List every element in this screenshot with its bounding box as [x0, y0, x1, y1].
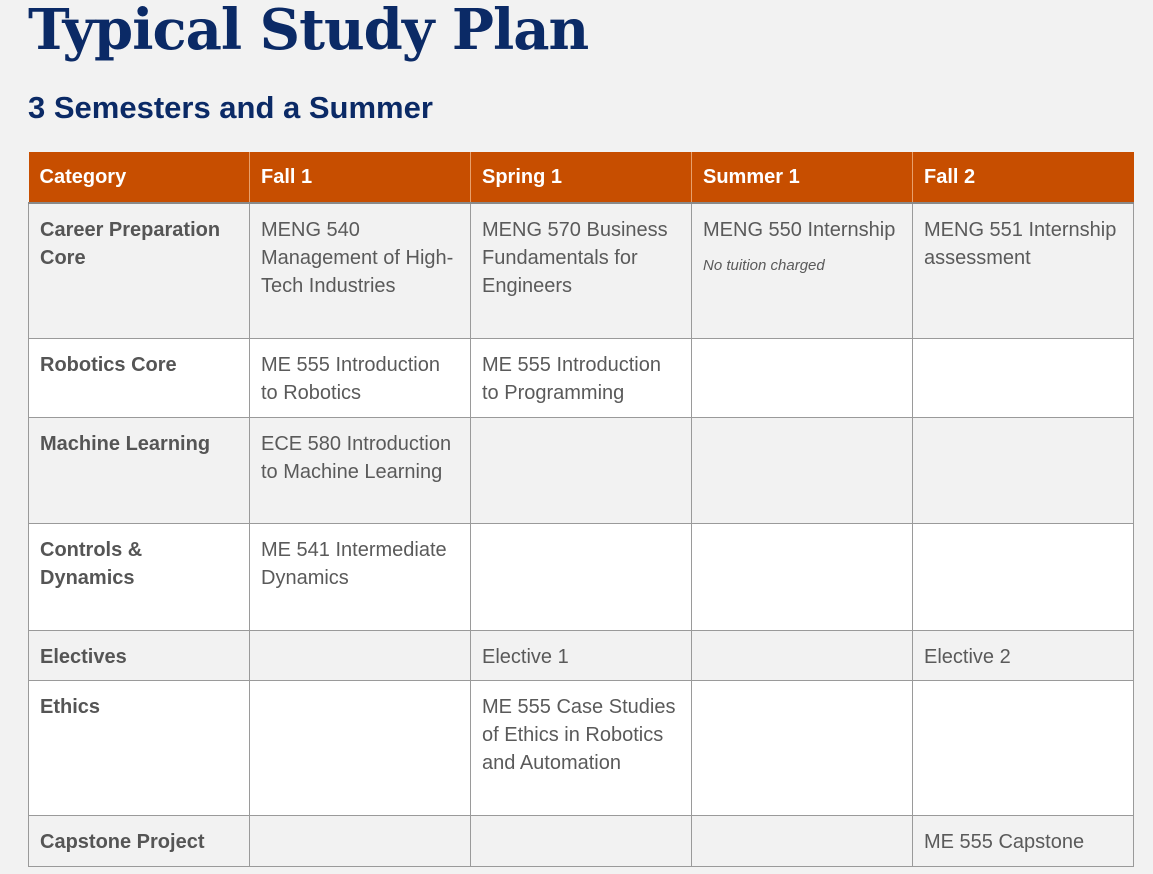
course-cell [692, 338, 913, 417]
header-fall-1: Fall 1 [250, 152, 471, 203]
category-cell: Robotics Core [29, 338, 250, 417]
course-text: MENG 550 Internship [703, 219, 896, 241]
tuition-note: No tuition charged [703, 257, 825, 274]
category-cell: Ethics [29, 680, 250, 815]
course-cell: Elective 1 [471, 630, 692, 680]
course-cell [692, 815, 913, 866]
table-row [29, 680, 1134, 815]
course-cell [471, 523, 692, 630]
table-header-row [29, 152, 1134, 203]
category-cell: Machine Learning [29, 417, 250, 523]
course-cell: ME 555 Introduction to Robotics [250, 338, 471, 417]
category-cell: Capstone Project [29, 815, 250, 866]
header-fall-2: Fall 2 [913, 152, 1134, 203]
course-cell: ME 555 Case Studies of Ethics in Robotics and Automation [471, 680, 692, 815]
course-cell [692, 630, 913, 680]
course-cell: ME 555 Introduction to Programming [471, 338, 692, 417]
course-cell: ECE 580 Introduction to Machine Learning [250, 417, 471, 523]
table-row [29, 338, 1134, 417]
course-cell [913, 680, 1134, 815]
category-cell: Controls & Dynamics [29, 523, 250, 630]
course-cell [913, 523, 1134, 630]
header-summer-1: Summer 1 [692, 152, 913, 203]
course-cell [471, 417, 692, 523]
course-cell [913, 417, 1134, 523]
course-cell: MENG 551 Internship assessment [913, 203, 1134, 338]
course-cell [250, 815, 471, 866]
category-cell: Career Preparation Core [29, 203, 250, 338]
course-cell [692, 417, 913, 523]
course-cell [471, 815, 692, 866]
course-cell [913, 338, 1134, 417]
course-cell: MENG 540 Management of High-Tech Industries [250, 203, 471, 338]
category-cell: Electives [29, 630, 250, 680]
course-cell: MENG 570 Business Fundamentals for Engineers [471, 203, 692, 338]
table-row [29, 523, 1134, 630]
course-cell: Elective 2 [913, 630, 1134, 680]
course-cell [692, 680, 913, 815]
course-cell [692, 523, 913, 630]
course-cell [250, 630, 471, 680]
course-cell: ME 541 Intermediate Dynamics [250, 523, 471, 630]
course-cell: ME 555 Capstone [913, 815, 1134, 866]
course-cell [692, 203, 913, 338]
study-plan-table [28, 152, 1134, 867]
page-title: Typical Study Plan [28, 0, 589, 63]
table-row [29, 417, 1134, 523]
table-row [29, 630, 1134, 680]
header-spring-1: Spring 1 [471, 152, 692, 203]
page-subtitle: 3 Semesters and a Summer [28, 90, 433, 125]
course-cell [250, 680, 471, 815]
header-category: Category [29, 152, 250, 203]
table-row [29, 815, 1134, 866]
table-row [29, 203, 1134, 338]
